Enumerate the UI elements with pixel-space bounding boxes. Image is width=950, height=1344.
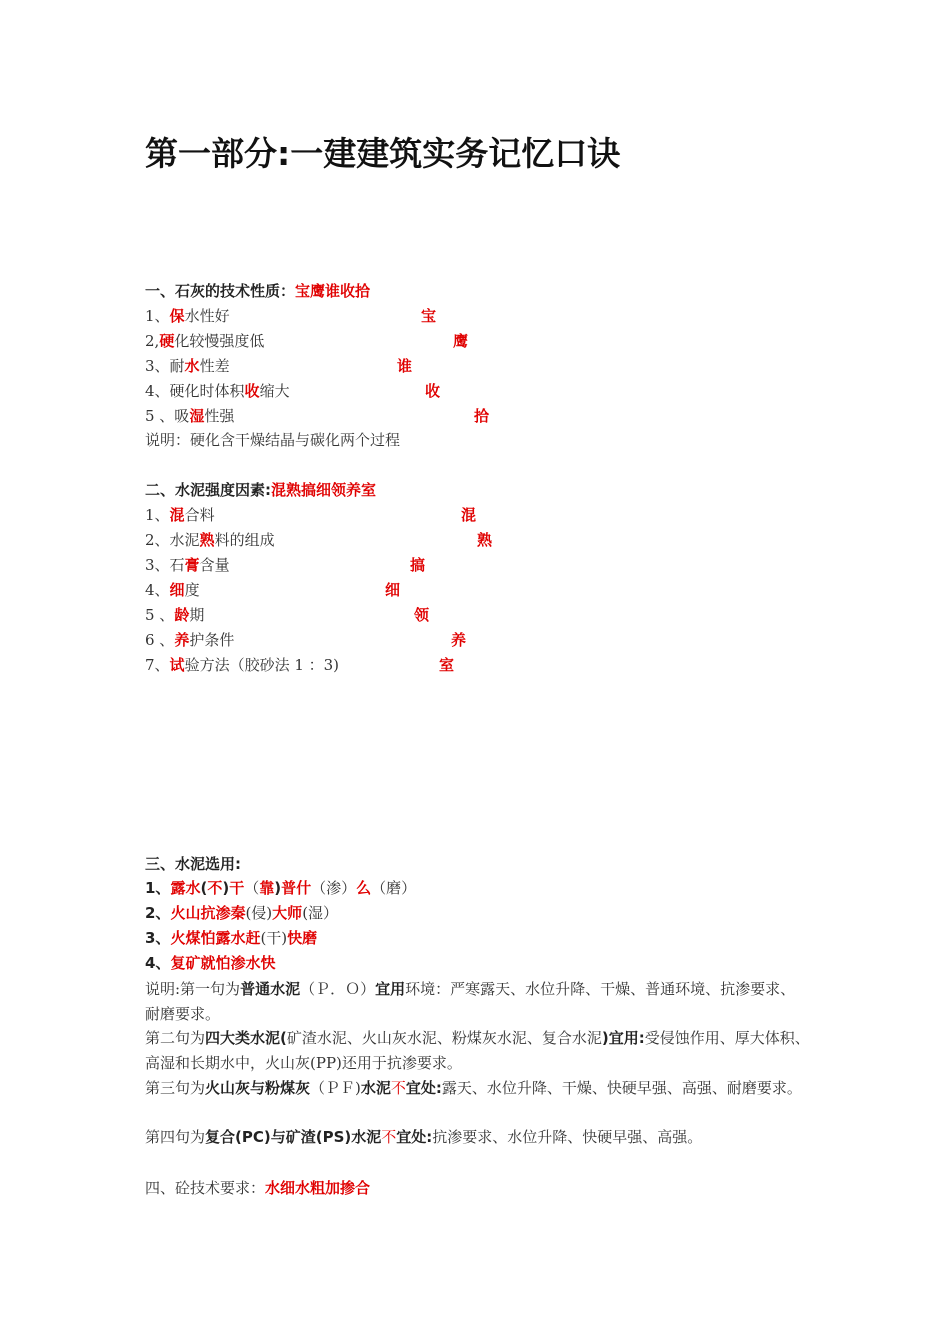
- s3-verse-2-part: (湿）: [302, 904, 339, 922]
- s1-item-4-text: 缩大: [259, 382, 290, 400]
- s3-verse-2-part: (侵): [245, 904, 273, 922]
- s2-item-6-text: 护条件: [189, 631, 235, 649]
- s3-explain-4-part: 第四句为: [145, 1128, 206, 1146]
- s3-verse-3-part: 快磨: [287, 929, 318, 947]
- s1-item-5-mark: 拾: [474, 407, 490, 425]
- s1-item-4-mark: 收: [425, 382, 441, 400]
- s3-verse-4-prefix: 4、: [145, 954, 171, 972]
- s3-verse-2-prefix: 2、: [145, 904, 171, 922]
- s2-item-7-key: 试: [169, 656, 185, 674]
- s1-item-1-key: 保: [169, 307, 185, 325]
- section-2-mnemonic: 混熟搞细领养室: [271, 481, 377, 499]
- s3-verse-1-part: 靠: [259, 879, 275, 897]
- s2-item-6-mark: 养: [451, 631, 467, 649]
- s3-verse-1-prefix: 1、: [145, 879, 171, 897]
- s3-verse-1-part: 露水: [170, 879, 201, 897]
- s1-item-2-key: 硬: [159, 332, 175, 350]
- s3-explain-3-part: 火山灰与粉煤灰: [205, 1079, 311, 1097]
- s3-verse-2-part: 大师: [272, 904, 303, 922]
- s2-item-3-mark: 搞: [410, 556, 426, 574]
- s2-item-2-prefix: 2、水泥: [145, 531, 200, 549]
- s2-item-5: [145, 603, 204, 628]
- section-1-heading: [145, 279, 370, 304]
- s2-item-2-text: 料的组成: [214, 531, 275, 549]
- s3-explain-2-part: 矿渣水泥、火山灰水泥、粉煤灰水泥、复合水泥: [286, 1029, 602, 1047]
- s3-explain-3-part: 宜处:: [405, 1079, 442, 1097]
- s2-item-1-mark: 混: [461, 506, 477, 524]
- section-2-heading: [145, 478, 376, 503]
- section-2-heading-text: 二、水泥强度因素:: [145, 481, 271, 499]
- section-1-mnemonic: 宝鹰谁收拾: [295, 282, 371, 300]
- s3-verse-1-part: 么: [356, 879, 372, 897]
- s2-item-7-prefix: 7、: [145, 656, 170, 674]
- s1-item-3-prefix: 3、耐: [145, 357, 185, 375]
- s3-explain-1: [145, 977, 810, 1026]
- s3-verse-1-part: ): [222, 879, 230, 897]
- s3-explain-4-part: 复合(PC)与矿渣(PS)水泥: [205, 1128, 382, 1146]
- s3-verse-1-part: 干: [229, 879, 245, 897]
- s1-item-3-mark: 谁: [397, 357, 413, 375]
- s3-explain-4-part: 抗渗要求、水位升降、快硬早强、高强。: [432, 1128, 703, 1146]
- s2-item-1-prefix: 1、: [145, 506, 170, 524]
- s3-verse-3-prefix: 3、: [145, 929, 171, 947]
- s3-explain-3-part: 第三句为: [145, 1079, 206, 1097]
- s2-item-4-mark: 细: [385, 581, 401, 599]
- s2-item-6-key: 养: [174, 631, 190, 649]
- s3-verse-1-part: （渗）: [311, 879, 357, 897]
- s3-verse-1-part: （磨）: [371, 879, 417, 897]
- s2-item-7-text: 验方法（胶砂法 1 ：3): [184, 656, 340, 674]
- s1-item-4-key: 收: [244, 382, 260, 400]
- s3-explain-3-part: 不: [390, 1079, 406, 1097]
- s2-item-5-key: 龄: [174, 606, 190, 624]
- s3-explain-4-part: 不: [381, 1128, 397, 1146]
- s1-item-2-prefix: 2,: [145, 332, 160, 350]
- section-1-heading-text: 一、石灰的技术性质：: [145, 282, 296, 300]
- s3-verse-3-part: 火煤怕露水赶: [170, 929, 261, 947]
- s1-item-2: [145, 329, 264, 354]
- s2-item-6-prefix: 6 、: [145, 631, 175, 649]
- s1-item-3: [145, 354, 230, 379]
- s1-item-4: [145, 379, 290, 404]
- s3-explain-1-part: 环境：严寒露天、水位升降、干燥、普通环境、抗渗要求、耐磨要求。: [145, 980, 796, 1023]
- s3-verse-1-part: （: [244, 879, 260, 897]
- s3-verse-3: [145, 926, 317, 951]
- s2-item-3-prefix: 3、石: [145, 556, 185, 574]
- s2-item-7: [145, 653, 339, 678]
- s3-explain-3-part: 水泥: [360, 1079, 391, 1097]
- s1-item-1-mark: 宝: [421, 307, 437, 325]
- section-4-heading: [145, 1176, 370, 1201]
- section-4-mnemonic: 水细水粗加掺合: [265, 1179, 371, 1197]
- s1-item-1-prefix: 1、: [145, 307, 170, 325]
- s3-explain-3: [145, 1076, 810, 1101]
- s1-item-5: [145, 404, 234, 429]
- s3-verse-4-part: 复矿就怕渗水快: [170, 954, 276, 972]
- s3-verse-1-part: (: [200, 879, 208, 897]
- s3-explain-2-part: 第二句为: [145, 1029, 206, 1047]
- s1-item-5-text: 性强: [204, 407, 235, 425]
- s3-verse-1-part: 不: [207, 879, 223, 897]
- s3-verse-2-part: 火山抗渗秦: [170, 904, 246, 922]
- s3-explain-2-part: 受侵蚀作用、厚大体积、高湿和长期水中，火山灰(PP)还用于抗渗要求。: [145, 1029, 810, 1072]
- s2-item-5-text: 期: [189, 606, 205, 624]
- s3-explain-1-part: 说明:第一句为: [145, 980, 241, 998]
- s3-explain-2-part: 四大类水泥(: [205, 1029, 287, 1047]
- s2-item-4-text: 度: [184, 581, 200, 599]
- s3-explain-1-part: 普通水泥: [240, 980, 301, 998]
- s1-item-5-key: 湿: [189, 407, 205, 425]
- s2-item-4-key: 细: [169, 581, 185, 599]
- s1-item-3-text: 性差: [199, 357, 230, 375]
- s1-item-4-prefix: 4、硬化时体积: [145, 382, 245, 400]
- s1-item-5-prefix: 5 、吸: [145, 407, 190, 425]
- s3-explain-4-part: 宜处:: [396, 1128, 433, 1146]
- s2-item-1-key: 混: [169, 506, 185, 524]
- s3-verse-1-part: ): [274, 879, 282, 897]
- s1-item-2-mark: 鹰: [453, 332, 469, 350]
- s2-item-3-text: 含量: [199, 556, 230, 574]
- s2-item-2-key: 熟: [199, 531, 215, 549]
- s2-item-1: [145, 503, 215, 528]
- s3-explain-4: [145, 1125, 810, 1150]
- s2-item-2: [145, 528, 275, 553]
- s2-item-2-mark: 熟: [477, 531, 493, 549]
- s2-item-4: [145, 578, 200, 603]
- s2-item-5-mark: 领: [414, 606, 430, 624]
- s2-item-3-key: 膏: [184, 556, 200, 574]
- s2-item-1-text: 合料: [184, 506, 215, 524]
- page-title: 第一部分:一建建筑实务记忆口诀: [145, 134, 621, 173]
- s3-verse-3-part: (干): [260, 929, 288, 947]
- s2-item-4-prefix: 4、: [145, 581, 170, 599]
- section-3-heading: 三、水泥选用:: [145, 855, 241, 873]
- s3-verse-1-part: 普什: [281, 879, 312, 897]
- s2-item-3: [145, 553, 230, 578]
- s2-item-6: [145, 628, 234, 653]
- s1-item-1: [145, 304, 230, 329]
- s3-verse-1: [145, 876, 416, 901]
- section-4-heading-text: 四、砼技术要求：: [145, 1179, 266, 1197]
- s3-explain-1-part: 宜用: [375, 980, 406, 998]
- s1-note: 说明：硬化含干燥结晶与碳化两个过程: [145, 431, 401, 449]
- s1-item-3-key: 水: [184, 357, 200, 375]
- s1-item-1-text: 水性好: [184, 307, 230, 325]
- s3-verse-2: [145, 901, 338, 926]
- s3-explain-2-part: )宜用:: [601, 1029, 645, 1047]
- s3-explain-2: [145, 1026, 810, 1075]
- s2-item-5-prefix: 5 、: [145, 606, 175, 624]
- s3-explain-3-part: 露天、水位升降、干燥、快硬早强、高强、耐磨要求。: [441, 1079, 802, 1097]
- s1-item-2-text: 化较慢强度低: [174, 332, 265, 350]
- s3-explain-3-part: （ＰＦ): [310, 1079, 361, 1097]
- s2-item-7-mark: 室: [439, 656, 455, 674]
- s3-verse-4: [145, 951, 275, 976]
- s3-explain-1-part: （Ｐ．Ｏ）: [300, 980, 376, 998]
